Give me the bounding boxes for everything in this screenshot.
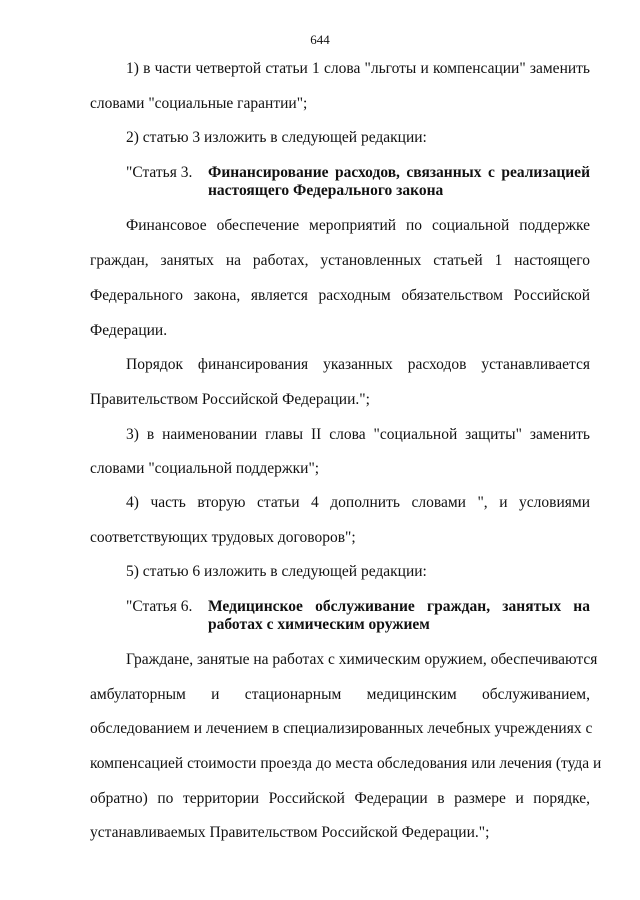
text-line: 2) статью 3 изложить в следующей редакции:: [126, 129, 427, 146]
text-line: 3) в наименовании главы II слова "социальной защиты" заменить: [126, 426, 590, 443]
article-title-line: работах с химическим оружием: [208, 616, 430, 633]
text-line: Федерации.: [90, 322, 168, 339]
article-label: "Статья 3.: [126, 164, 193, 181]
text-line: 4) часть вторую статьи 4 дополнить словами ", и условиями: [126, 494, 590, 511]
text-line: обследованием и лечением в специализированных лечебных учреждениях с: [90, 720, 593, 737]
text-line: амбулаторным и стационарным медицинским обслуживанием,: [90, 686, 590, 703]
text-line: соответствующих трудовых договоров";: [90, 529, 356, 546]
article-label: "Статья 6.: [126, 598, 193, 615]
text-line: словами "социальной поддержки";: [90, 460, 320, 477]
text-line: Правительством Российской Федерации.";: [90, 391, 370, 408]
text-line: компенсацией стоимости проезда до места обследования или лечения (туда и: [90, 755, 602, 772]
text-line: граждан, занятых на работах, установленных статьей 1 настоящего: [90, 252, 590, 269]
page-number: 644: [310, 32, 330, 47]
text-line: Федерального закона, является расходным обязательством Российской: [90, 287, 590, 304]
text-line: 1) в части четвертой статьи 1 слова "льготы и компенсации" заменить: [126, 60, 590, 77]
text-line: словами "социальные гарантии";: [90, 95, 308, 112]
text-line: Граждане, занятые на работах с химическим оружием, обеспечиваются: [126, 651, 598, 668]
article-title: [208, 164, 590, 200]
text-line: 5) статью 6 изложить в следующей редакции:: [126, 563, 427, 580]
article-title-line: Медицинское обслуживание граждан, занятых на: [208, 598, 590, 615]
text-line: Порядок финансирования указанных расходов устанавливается: [126, 356, 590, 373]
article-title-line: Финансирование расходов, связанных с реализацией: [208, 164, 590, 181]
text-line: Финансовое обеспечение мероприятий по социальной поддержке: [126, 217, 590, 234]
article-title: [208, 598, 590, 634]
text-line: обратно) по территории Российской Федерации в размере и порядке,: [90, 790, 590, 807]
text-line: устанавливаемых Правительством Российской Федерации.";: [90, 824, 490, 841]
article-title-line: настоящего Федерального закона: [208, 182, 444, 199]
